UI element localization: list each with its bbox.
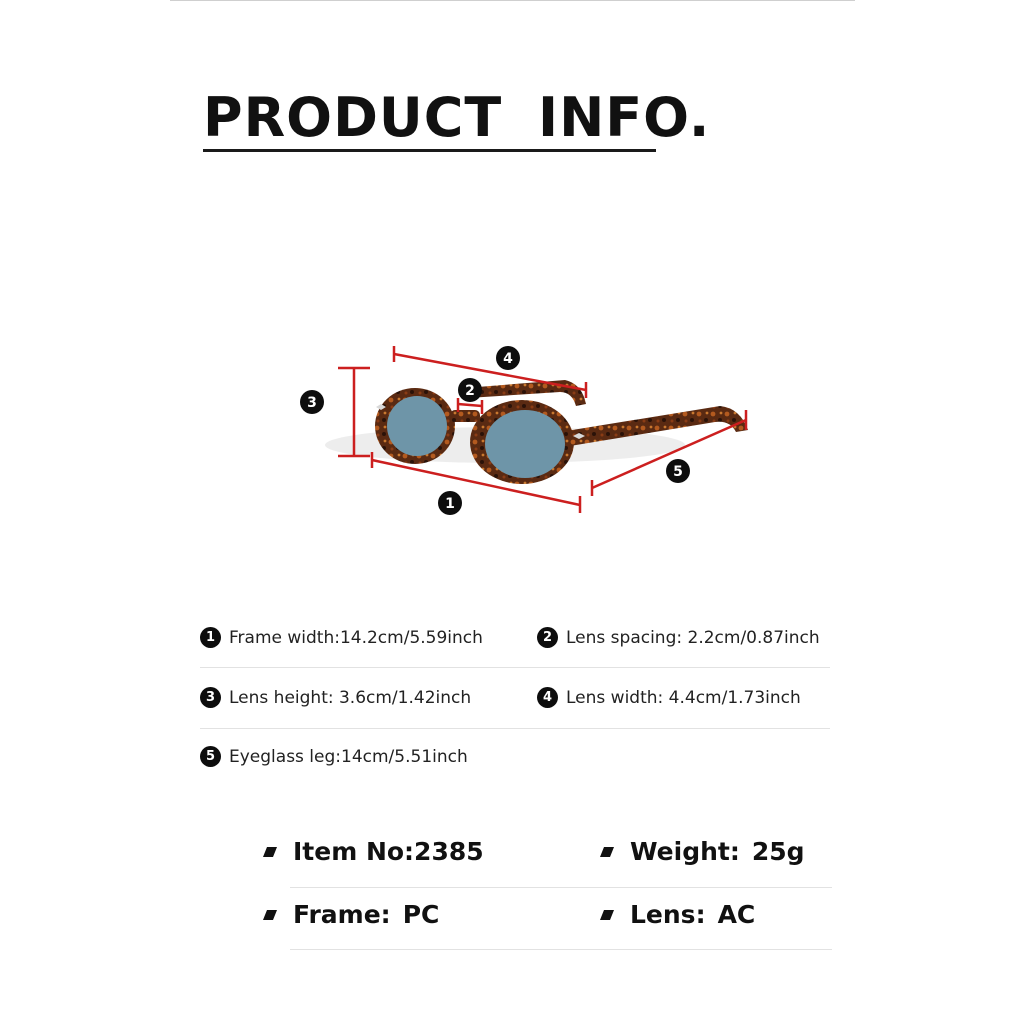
marker-2 (458, 378, 482, 402)
marker-2-label: 2 (465, 383, 475, 399)
marker-5-label: 5 (673, 464, 683, 480)
spec-row-divider (200, 667, 830, 668)
spec-number-badge: 5 (200, 746, 221, 767)
attr-item-no (263, 837, 484, 866)
spec-number-badge: 3 (200, 687, 221, 708)
attr-value: PC (402, 900, 440, 929)
bridge (450, 410, 480, 422)
spec-lens-width (537, 687, 801, 708)
attr-value: 25g (751, 837, 805, 866)
spec-frame-width (200, 627, 483, 648)
attr-frame (263, 900, 439, 929)
spec-text: Lens spacing: 2.2cm/0.87inch (566, 627, 820, 648)
sunglasses-dimension-diagram (290, 340, 770, 530)
parallelogram-bullet-icon (263, 910, 277, 920)
attr-label: Item No:2385 (293, 837, 484, 866)
parallelogram-bullet-icon (600, 910, 614, 920)
attr-lens (600, 900, 755, 929)
marker-1-label: 1 (445, 496, 455, 512)
attr-label: Lens: (630, 900, 706, 929)
top-divider (170, 0, 855, 1)
spec-lens-height (200, 687, 471, 708)
spec-text: Frame width:14.2cm/5.59inch (229, 627, 483, 648)
attr-value: AC (717, 900, 756, 929)
spec-number-badge: 1 (200, 627, 221, 648)
spec-eyeglass-leg (200, 746, 468, 767)
spec-number-badge: 2 (537, 627, 558, 648)
left-lens (387, 396, 447, 456)
spec-text: Lens height: 3.6cm/1.42inch (229, 687, 472, 708)
marker-3-label: 3 (307, 395, 317, 411)
spec-text: Lens width: 4.4cm/1.73inch (566, 687, 801, 708)
marker-4 (496, 346, 520, 370)
attr-row-divider (290, 887, 832, 888)
parallelogram-bullet-icon (263, 847, 277, 857)
marker-3 (300, 390, 324, 414)
attr-label: Weight: (630, 837, 740, 866)
page-title: PRODUCT INFO. (203, 86, 711, 149)
spec-number-badge: 4 (537, 687, 558, 708)
spec-text: Eyeglass leg:14cm/5.51inch (229, 746, 468, 767)
title-underline (203, 149, 656, 152)
parallelogram-bullet-icon (600, 847, 614, 857)
spec-lens-spacing (537, 627, 820, 648)
marker-4-label: 4 (503, 351, 513, 367)
attr-row-divider (290, 949, 832, 950)
spec-row-divider (200, 728, 830, 729)
attr-label: Frame: (293, 900, 391, 929)
marker-5 (666, 459, 690, 483)
marker-1 (438, 491, 462, 515)
attr-weight (600, 837, 805, 866)
right-lens (485, 410, 565, 478)
